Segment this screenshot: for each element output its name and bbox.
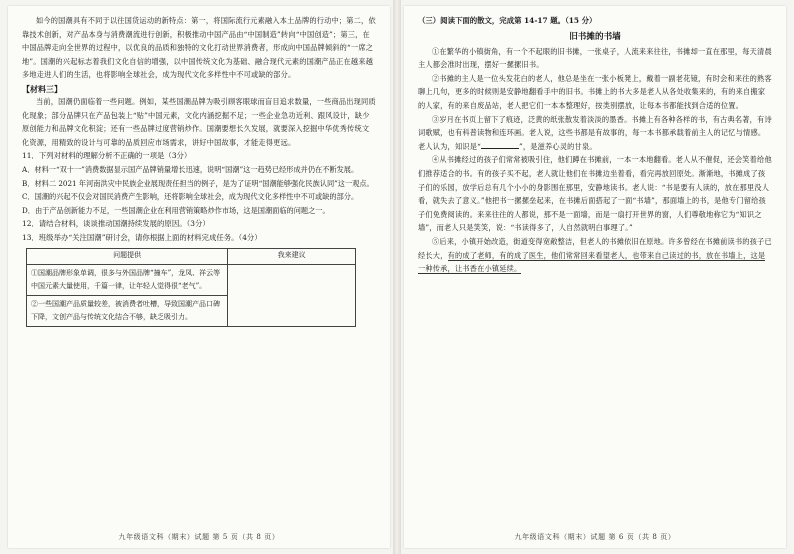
reading-section-heading: （三）阅读下面的散文，完成第 14-17 题。（15 分）	[418, 16, 597, 25]
suggestion-answer-area[interactable]	[228, 264, 356, 326]
essay-paragraph-3-end: ”，是滋养心灵的甘泉。	[518, 141, 597, 151]
essay-title: 旧书摊的书墙	[569, 31, 621, 42]
material-three-text: 当前，国潮仍面临着一些问题。例如，某些国潮品牌为吸引顾客眼球而盲目追求数量，一些商品出现同质化现象；部分品牌只在产品包装上“贴”中国元素，文化内涵挖掘不足；一些企业急功近利、跟风设计，缺少原创能力和品牌文化积淀；还有一些品牌过度营销炒作。国潮要想长久发展，就要深入挖掘中华优秀传统文化资源，用精致的设计与可靠的品质回应市场需求，讲好中国故事，才能走得更远。	[22, 96, 376, 147]
question-11-option-b: B．材料二 2021 年河南洪灾中民族企业展现责任担当的例子，是为了证明“国潮能够强化民族认同”这一观点。	[22, 178, 374, 188]
book-gutter	[393, 0, 401, 554]
question-11-stem: 11．下列对材料的理解分析不正确的一项是（3分）	[22, 151, 192, 161]
table-row-problem-2: ②一些国潮产品质量较差，被消费者吐槽，导致国潮产品口碑下降，文创产品与传统文化结合不够，缺乏吸引力。	[27, 295, 228, 326]
essay-paragraph-4	[418, 153, 772, 235]
question-11-option-a: A．材料一“双十一”消费数据显示国产品牌销量增长迅速，说明“国潮”这一趋势已经形成并仍在不断发展。	[22, 164, 359, 174]
question-11-option-d: D．由于产品创新能力不足，一些国潮企业在利用营销策略炒作市场，这是国潮面临的问题之一。	[22, 205, 330, 215]
essay-underlined-sentence: 有的成了老师，有的成了医生，他们常常回来看望老人，也带来自己读过的书，放在书墙上，这是一种传承，让书香在小镇延续。	[418, 250, 766, 274]
question-11-option-c: C．国潮的兴起不仅会对国民消费产生影响，还将影响全球社会，成为现代文化多样性中不可或缺的部分。	[22, 192, 359, 202]
exam-page-6	[404, 6, 786, 548]
question-12: 12．请结合材料，谈谈推动国潮持续发展的原因。（3分）	[22, 219, 210, 229]
task-table	[26, 248, 356, 327]
intro-paragraph: 如今的国潮具有不同于以往国货运动的新特点：第一，将国际流行元素融入本土品牌的行动中；第二，依靠技术创新，对产品本身与消费潮流进行创新，积极推动中国产品由“中国制造”转向“中国创造”；第三，在中国品牌走向全世界的过程中，以优良的品质和独特的文化打动世界消费者，形成向中国品牌倾斜的“一席之地”。国潮的兴起标志着我们文化自信的增强，以中国传统文化为基础、融合现代元素的国潮产品正在越来越多地走进人们的生活，也将影响全球社会，成为现代文化多样性中不可或缺的部分。	[22, 16, 376, 80]
essay-paragraph-4-text: ④从书摊经过的孩子们常常被吸引住，他们蹲在书摊前，一本一本地翻看。老人从不催促，还会笑着给他们推荐适合的书。有的孩子买不起，老人就让他们在书摊边坐着看，看完再放回原处。渐渐地，书摊成了孩子们的乐园，放学后总有几个小小的身影围在那里，安静地读书。老人说：“书是要有人读的，放在那里没人看，就失去了意义。”他把书一摞摞垒起来，在书摊后面搭起了一面“书墙”，那面墙上的书，是他专门留给孩子们免费阅读的。来来往往的人都说，那不是一面墙，而是一扇打开世界的窗，人们尊敬地称它为“	[418, 155, 772, 219]
table-header-suggestion: 我来建议	[228, 248, 356, 264]
essay-paragraph-5-text: ⑤后来，小镇开始改造，街道变得宽敞整洁，但老人的书摊依旧在原地。许多曾经在书摊前读书的孩子已经长大，	[418, 236, 772, 260]
essay-paragraph-2: ②书摊的主人是一位头发花白的老人，他总是坐在一张小板凳上，戴着一副老花镜，有时会和来往的熟客聊上几句，更多的时候则是安静地翻看手中的旧书。书摊上的书大多是老人从各处收集来的，有的来自搬家的人家，有的来自废品站，老人把它们一本本整理好，按类别摆放，让每本书都能找到合适的位置。	[418, 73, 772, 110]
page-footer-left: 九年级语文科（期末）试题 第 5 页（共 8 页）	[118, 533, 280, 541]
material-three-heading: 【材料三】	[22, 83, 62, 94]
page-footer-right: 九年级语文科（期末）试题 第 6 页（共 8 页）	[514, 533, 676, 541]
table-header-problem: 问题提供	[27, 248, 228, 264]
table-row-problem-1: ①国潮品牌形象单调，很多与外国品牌“撞车”，龙凤、祥云等中国元素大量使用，千篇一律，让年轻人觉得很“老气”。	[27, 264, 228, 295]
exam-page-5	[8, 6, 390, 548]
essay-paragraph-4-end: ”，而老人只是笑笑，说：“书读得多了，人自然就明白事理了。”	[425, 223, 633, 233]
essay-paragraph-3	[418, 113, 772, 154]
essay-paragraph-1: ①在繁华的小镇街角，有一个不起眼的旧书摊，一张桌子，人流来来往往，书摊却一直在那里，每天清晨主人都会准时出现，摆好一摞摞旧书。	[418, 46, 772, 70]
question-13: 13．班级举办“关注国潮”研讨会，请你根据上面的材料完成任务。（4分）	[22, 232, 262, 242]
essay-paragraph-4-word: 知识之墙	[418, 209, 762, 233]
essay-paragraph-3-text: ③岁月在书页上留下了痕迹，泛黄的纸张散发着淡淡的墨香。书摊上有各种各样的书，有古典名著，有诗词歌赋，也有科普读物和连环画。老人说，这些书都是有故事的，每一本书都承载着前主人的记忆与情感。老人认为，知识是“	[418, 114, 772, 151]
fill-in-blank[interactable]	[481, 148, 519, 149]
essay-paragraph-5	[418, 235, 772, 276]
